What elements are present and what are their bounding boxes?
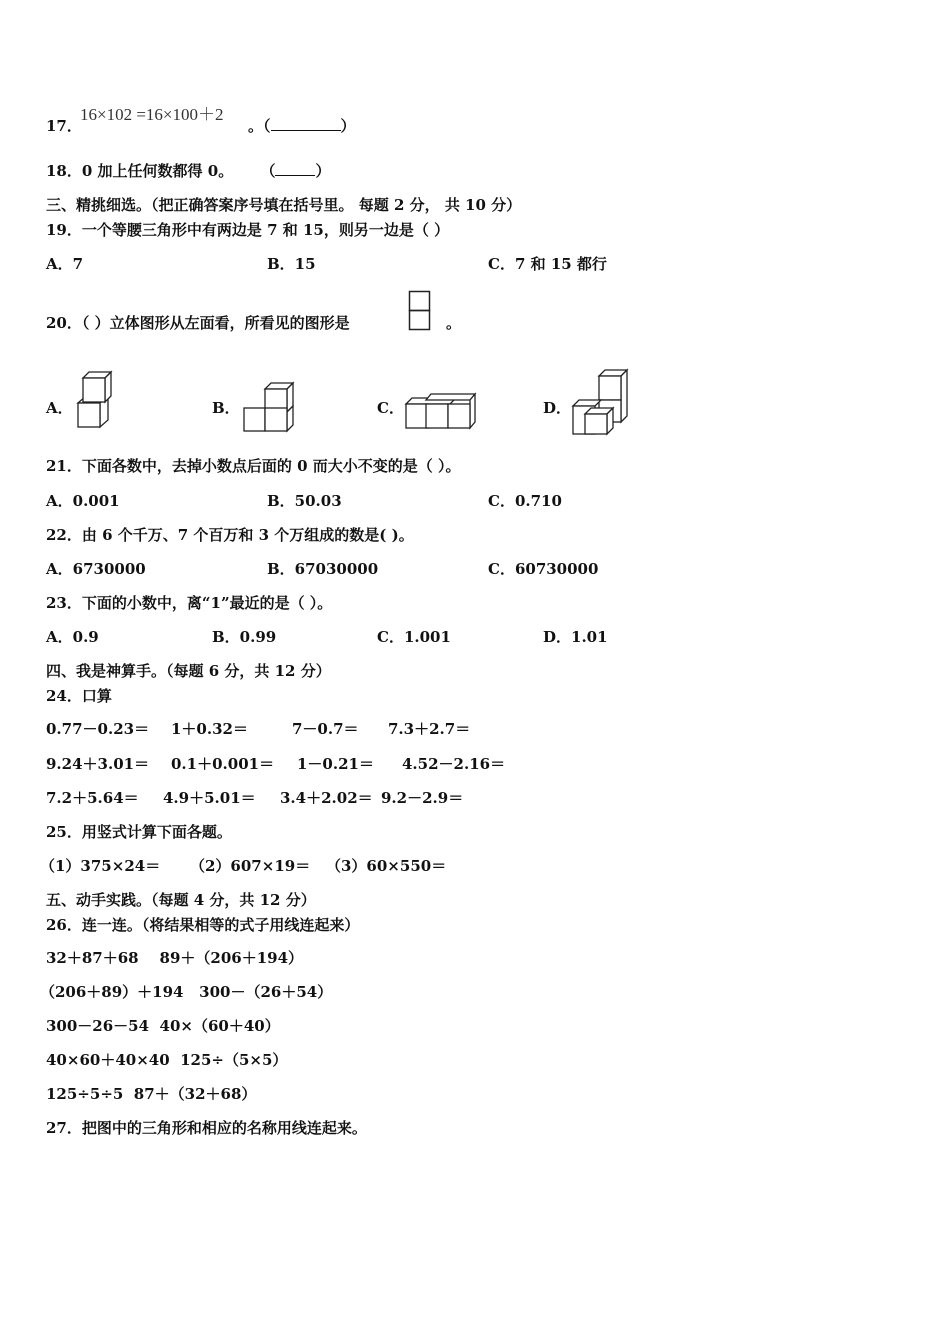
q26-row-3: 300－26－54 40×（60＋40） [46, 1017, 280, 1035]
q24-item: 0.77－0.23＝ [46, 720, 150, 738]
q17-close: ） [340, 117, 356, 135]
q20-text: 20．（ ）立体图形从左面看，所看见的图形是 [46, 314, 350, 332]
q20-figure-a[interactable] [75, 370, 115, 432]
q22-option-c[interactable]: C．60730000 [488, 560, 599, 578]
q24-row-3 [46, 788, 463, 808]
section3-title: 三、精挑细选。（把正确答案序号填在括号里。 每题 2 分， 共 10 分） [46, 196, 522, 214]
q22-text: 22．由 6 个千万、7 个百万和 3 个万组成的数是( )。 [46, 526, 414, 544]
section5-title: 五、动手实践。（每题 4 分，共 12 分） [46, 891, 316, 909]
q18-text: 18．0 加上任何数都得 0。 [46, 162, 234, 180]
q26-row-4: 40×60＋40×40 125÷（5×5） [46, 1051, 288, 1069]
q24-item: 3.4＋2.02＝ [280, 789, 373, 807]
q24-item: 7－0.7＝ [292, 720, 359, 738]
q23-text: 23．下面的小数中，离“1”最近的是（ ）。 [46, 594, 333, 612]
q23-option-c[interactable]: C．1.001 [377, 628, 451, 646]
q19-option-c[interactable]: C．7 和 15 都行 [488, 255, 607, 273]
q20-option-c[interactable]: C． [377, 399, 404, 417]
q17-formula: 16×102 =16×100＋2 [80, 105, 224, 124]
q24-item: 4.9＋5.01＝ [163, 789, 256, 807]
q18-blank[interactable] [275, 161, 315, 176]
q25-title: 25．用竖式计算下面各题。 [46, 823, 232, 841]
q20-option-d[interactable]: D． [543, 399, 572, 417]
q20-figure-b[interactable] [243, 380, 297, 434]
q25-item: （2）607×19＝ [190, 857, 311, 875]
q20-left-view-figure [408, 290, 432, 332]
q19-text: 19．一个等腰三角形中有两边是 7 和 15，则另一边是（ ） [46, 221, 450, 239]
q27-title: 27．把图中的三角形和相应的名称用线连起来。 [46, 1119, 367, 1137]
q26-row-1: 32＋87＋68 89＋（206＋194） [46, 949, 304, 967]
q23-option-b[interactable]: B．0.99 [212, 628, 277, 646]
q24-item: 9.2－2.9＝ [381, 789, 464, 807]
q17-blank[interactable] [271, 116, 341, 131]
q21-text: 21．下面各数中，去掉小数点后面的 0 而大小不变的是（ ）。 [46, 457, 461, 475]
q24-item: 1－0.21＝ [297, 755, 374, 773]
q26-row-5: 125÷5÷5 87＋（32＋68） [46, 1085, 257, 1103]
q20-figure-d[interactable] [571, 368, 633, 438]
q25-item: （3）60×550＝ [326, 857, 447, 875]
q17-answer [248, 116, 356, 136]
section4-title: 四、我是神算手。（每题 6 分，共 12 分） [46, 662, 331, 680]
q20-tail: 。 [446, 314, 462, 332]
q18-close: ） [315, 162, 331, 180]
q26-row-2: （206＋89）＋194 300－（26＋54） [40, 983, 333, 1001]
q20-option-b[interactable]: B． [212, 399, 240, 417]
q19-option-b[interactable]: B．15 [267, 255, 316, 273]
q22-option-b[interactable]: B．67030000 [267, 560, 379, 578]
q17-tail: 。（ [248, 117, 271, 135]
q24-row-1 [46, 719, 470, 739]
q26-title: 26．连一连。（将结果相等的式子用线连起来） [46, 916, 360, 934]
q24-row-2 [46, 754, 505, 774]
q25-item: （1）375×24＝ [40, 857, 161, 875]
q25-items [40, 856, 446, 876]
q21-option-a[interactable]: A．0.001 [46, 492, 120, 510]
q20-option-a[interactable]: A． [46, 399, 73, 417]
q23-option-d[interactable]: D．1.01 [543, 628, 608, 646]
q20-figure-c[interactable] [404, 390, 478, 432]
q24-item: 4.52－2.16＝ [402, 755, 506, 773]
q19-option-a[interactable]: A．7 [46, 255, 84, 273]
q18-open: （ [260, 162, 276, 180]
q24-item: 0.1＋0.001＝ [171, 755, 275, 773]
q24-item: 7.3＋2.7＝ [388, 720, 471, 738]
q18-question [46, 161, 330, 181]
q24-item: 7.2＋5.64＝ [46, 789, 139, 807]
q23-option-a[interactable]: A．0.9 [46, 628, 99, 646]
q24-title: 24．口算 [46, 687, 112, 705]
q24-item: 1＋0.32＝ [171, 720, 248, 738]
q21-option-b[interactable]: B．50.03 [267, 492, 342, 510]
q17-number: 17． [46, 117, 82, 135]
q24-item: 9.24＋3.01＝ [46, 755, 150, 773]
q21-option-c[interactable]: C．0.710 [488, 492, 562, 510]
q22-option-a[interactable]: A．6730000 [46, 560, 146, 578]
